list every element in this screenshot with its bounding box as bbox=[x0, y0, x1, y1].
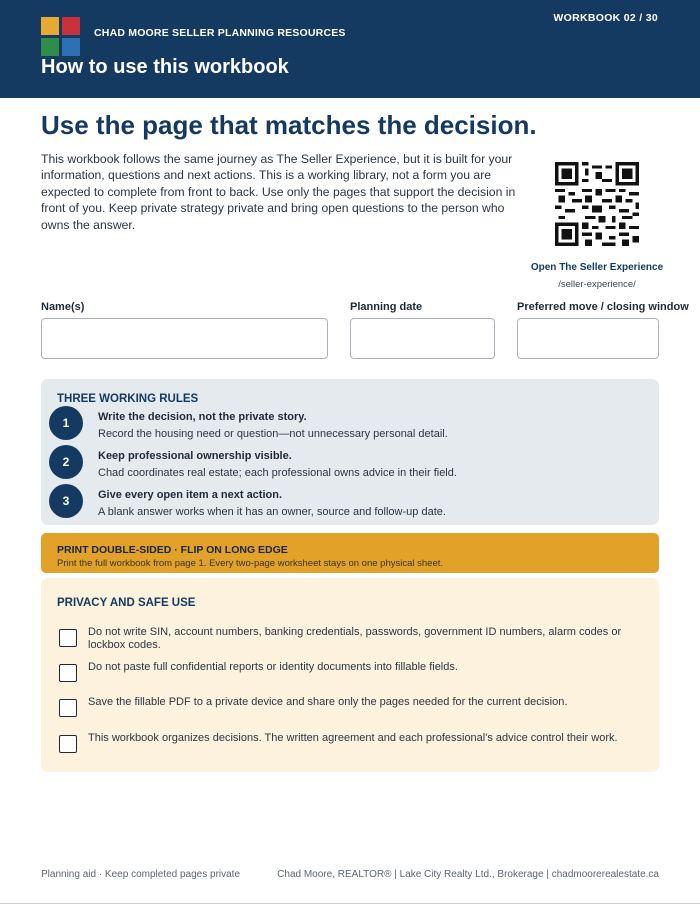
rule-text: Chad coordinates real estate; each professional owns advice in their field. bbox=[98, 467, 457, 479]
print-text: Print the full workbook from page 1. Every two-page worksheet stays on one physical sheet. bbox=[57, 558, 444, 569]
footer-credits: Chad Moore, REALTOR® | Lake City Realty Ltd., Brokerage | chadmoorerealestate.ca bbox=[277, 869, 659, 880]
seller-experience-url: /seller-experience/ bbox=[558, 279, 636, 290]
rule-text: Record the housing need or question—not unnecessary personal detail. bbox=[98, 428, 448, 440]
rule-title: Keep professional ownership visible. bbox=[98, 450, 292, 462]
logo-tree-icon bbox=[41, 38, 59, 56]
privacy-checkbox[interactable] bbox=[59, 735, 77, 753]
seller-experience-link[interactable]: Open The Seller Experience bbox=[530, 262, 664, 273]
rule-number-badge: 1 bbox=[49, 406, 83, 440]
footer-note: Planning aid · Keep completed pages private bbox=[41, 869, 241, 880]
privacy-checkbox[interactable] bbox=[59, 699, 77, 717]
privacy-title: PRIVACY AND SAFE USE bbox=[57, 597, 196, 609]
brand-logo-icon bbox=[41, 17, 80, 56]
closing-window-label: Preferred move / closing window bbox=[517, 301, 689, 313]
working-rules-panel bbox=[41, 379, 659, 525]
privacy-checkbox[interactable] bbox=[59, 664, 77, 682]
privacy-item-text: Save the fillable PDF to a private device and share only the pages needed for the current decision. bbox=[88, 696, 568, 708]
print-instructions-banner bbox=[41, 533, 659, 573]
privacy-panel bbox=[41, 578, 659, 772]
header-bar bbox=[0, 0, 700, 98]
brand-name: CHAD MOORE SELLER PLANNING RESOURCES bbox=[94, 27, 346, 39]
print-title: PRINT DOUBLE-SIDED · FLIP ON LONG EDGE bbox=[57, 544, 288, 556]
names-label: Name(s) bbox=[41, 301, 85, 313]
page-title: How to use this workbook bbox=[41, 56, 289, 78]
rule-number-badge: 3 bbox=[49, 484, 83, 518]
rule-text: A blank answer works when it has an owner, source and follow-up date. bbox=[98, 506, 446, 518]
names-field[interactable] bbox=[41, 318, 328, 359]
planning-date-field[interactable] bbox=[350, 318, 495, 359]
qr-code-icon[interactable] bbox=[555, 162, 639, 246]
working-rules-title: THREE WORKING RULES bbox=[57, 393, 199, 405]
intro-paragraph: This workbook follows the same journey as The Seller Experience, but it is built for your information, questions and next actions. This is a working library, not a form you are expected to complete from front to back. Use only the pages that support the decision in front of you. Keep private strategy private and bring open questions to the person who owns the answer. bbox=[41, 152, 516, 232]
privacy-item-text: Do not paste full confidential reports or identity documents into fillable fields. bbox=[88, 661, 458, 673]
planning-date-label: Planning date bbox=[350, 301, 423, 313]
logo-sun-icon bbox=[41, 17, 59, 35]
logo-water-icon bbox=[62, 38, 80, 56]
workbook-number: WORKBOOK 02 / 30 bbox=[553, 12, 658, 24]
privacy-item-text: This workbook organizes decisions. The written agreement and each professional's advice control their work. bbox=[88, 732, 618, 744]
privacy-item-text: Do not write SIN, account numbers, banking credentials, passwords, government ID numbers, alarm codes or lockbox codes. bbox=[88, 626, 622, 651]
rule-title: Give every open item a next action. bbox=[98, 489, 283, 501]
rule-title: Write the decision, not the private story. bbox=[98, 411, 307, 423]
privacy-checkbox[interactable] bbox=[59, 629, 77, 647]
rule-number-badge: 2 bbox=[49, 445, 83, 479]
footer-divider bbox=[0, 903, 700, 904]
logo-house-icon bbox=[62, 17, 80, 35]
main-heading: Use the page that matches the decision. bbox=[41, 110, 537, 140]
closing-window-field[interactable] bbox=[517, 318, 659, 359]
